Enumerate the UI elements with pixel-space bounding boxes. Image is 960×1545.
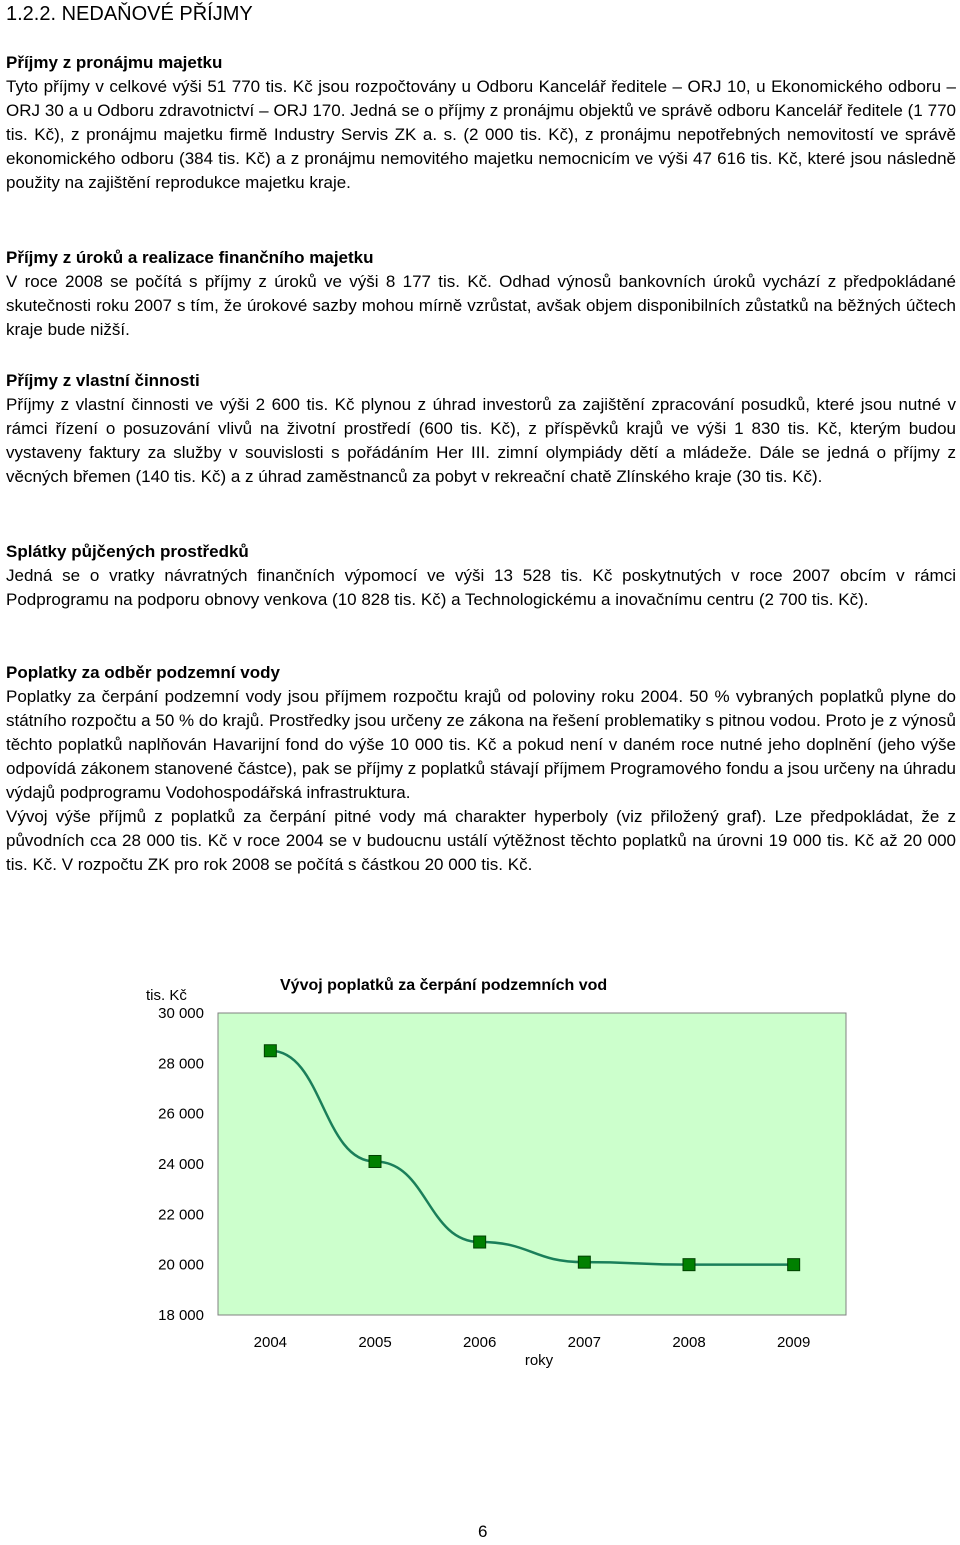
plot-background — [218, 1013, 846, 1315]
x-tick-label: 2006 — [462, 1334, 497, 1351]
section-paragraph: V roce 2008 se počítá s příjmy z úroků ve výši 8 177 tis. Kč. Odhad výnosů bankovních úroků vychází z předpokládané skutečnosti roku 2007 s tím, že úrokové sazby mohou mírně vzrůstat, avšak objem disponibilních zůstatků na běžných účtech kraje bude nižší. — [6, 272, 956, 339]
section-paragraph: Tyto příjmy v celkové výši 51 770 tis. Kč jsou rozpočtovány u Odboru Kancelář ředitele – ORJ 10, u Ekonomického odboru – ORJ 30 a u Odboru zdravotnictví – ORJ 170. Jedná se o příjmy z pronájmu objektů ve správě odboru Kancelář ředitele (1 770 tis. Kč), z pronájmu majetku firmě Industry Servis ZK a. s. (2 000 tis. Kč), z pronájmu nepotřebných nemovitostí ve správě ekonomického odboru (384 tis. Kč) a z pronájmu nemovitého majetku nemocnicím ve výši 47 616 tis. Kč, které jsou následně použity na zajištění reprodukce majetku kraje. — [6, 77, 956, 192]
x-tick-label: 2004 — [253, 1334, 288, 1351]
section-heading: Příjmy z pronájmu majetku — [6, 53, 223, 72]
x-tick-label: 2009 — [776, 1334, 811, 1351]
y-tick-label: 28 000 — [158, 1055, 204, 1073]
section-splatky — [6, 540, 956, 612]
data-point — [683, 1259, 695, 1271]
section-pronajem — [6, 51, 956, 195]
section-poplatky — [6, 661, 956, 877]
data-point — [474, 1236, 486, 1248]
section-uroky — [6, 246, 956, 342]
y-tick-label: 26 000 — [158, 1105, 204, 1123]
chart-title: Vývoj poplatků za čerpání podzemních vod — [280, 977, 608, 994]
data-point — [578, 1256, 590, 1268]
section-paragraph: Jedná se o vratky návratných finančních výpomocí ve výši 13 528 tis. Kč poskytnutých v roce 2007 obcím v rámci Podprogramu na podporu obnovy venkova (10 828 tis. Kč) a Technologickému a inovačnímu centru (2 700 tis. Kč). — [6, 566, 956, 609]
x-tick-label: 2007 — [567, 1334, 602, 1351]
x-tick-label: 2005 — [358, 1334, 392, 1351]
chart-container — [6, 965, 956, 1385]
data-point — [264, 1045, 276, 1057]
plot-area — [158, 1005, 846, 1351]
section-heading: Příjmy z úroků a realizace finančního majetku — [6, 248, 374, 267]
y-axis-label: tis. Kč — [146, 987, 187, 1004]
x-tick-label: 2008 — [672, 1334, 706, 1351]
data-point — [369, 1155, 381, 1167]
section-title: 1.2.2. NEDAŇOVÉ PŘÍJMY — [6, 3, 253, 25]
section-paragraph: Poplatky za čerpání podzemní vody jsou příjmem rozpočtu krajů od poloviny roku 2004. 50 % vybraných poplatků plyne do státního rozpočtu a 50 % do krajů. Prostředky jsou určeny ze zákona na řešení problematiky s pitnou vodou. Proto je z výnosů těchto poplatků naplňován Havarijní fond do výše 10 000 tis. Kč a pokud není v daném roce nutné jeho doplnění (jeho výše odpovídá zákonem stanovené částce), pak se příjmy z poplatků stávají příjmem Programového fondu a jsou určeny na úhradu výdajů podprogramu Vodohospodářská infrastruktura. — [6, 687, 956, 802]
x-axis-label: roky — [524, 1352, 554, 1369]
section-heading: Splátky půjčených prostředků — [6, 542, 249, 561]
y-tick-label: 18 000 — [158, 1307, 204, 1324]
page-number: 6 — [478, 1522, 488, 1541]
section-heading: Příjmy z vlastní činnosti — [6, 371, 200, 390]
section-heading: Poplatky za odběr podzemní vody — [6, 663, 280, 682]
line-chart — [6, 965, 956, 1385]
y-tick-label: 22 000 — [158, 1206, 204, 1224]
data-point — [788, 1259, 800, 1271]
section-paragraph: Vývoj výše příjmů z poplatků za čerpání pitné vody má charakter hyperboly (viz přiložený graf). Lze předpokládat, že z původních cca 28 000 tis. Kč v roce 2004 se v budoucnu ustálí výtěžnost těchto poplatků na úrovni 19 000 tis. Kč až 20 000 tis. Kč. V rozpočtu ZK pro rok 2008 se počítá s částkou 20 000 tis. Kč. — [6, 807, 956, 874]
section-paragraph: Příjmy z vlastní činnosti ve výši 2 600 tis. Kč plynou z úhrad investorů za zajištění zpracování posudků, které jsou nutné v rámci řízení o posuzování vlivů na životní prostředí (600 tis. Kč), z příspěvků krajů ve výši 1 830 tis. Kč, kterým budou vystaveny faktury za služby v souvislosti s pořádáním Her III. zimní olympiády dětí a mládeže. Dále se jedná o příjmy z věcných břemen (140 tis. Kč) a z úhrad zaměstnanců za pobyt v rekreační chatě Zlínského kraje (30 tis. Kč). — [6, 395, 956, 486]
y-tick-label: 24 000 — [158, 1156, 204, 1173]
y-tick-label: 30 000 — [158, 1005, 204, 1022]
y-tick-label: 20 000 — [158, 1256, 204, 1274]
section-vlastni-cinnost — [6, 369, 956, 489]
